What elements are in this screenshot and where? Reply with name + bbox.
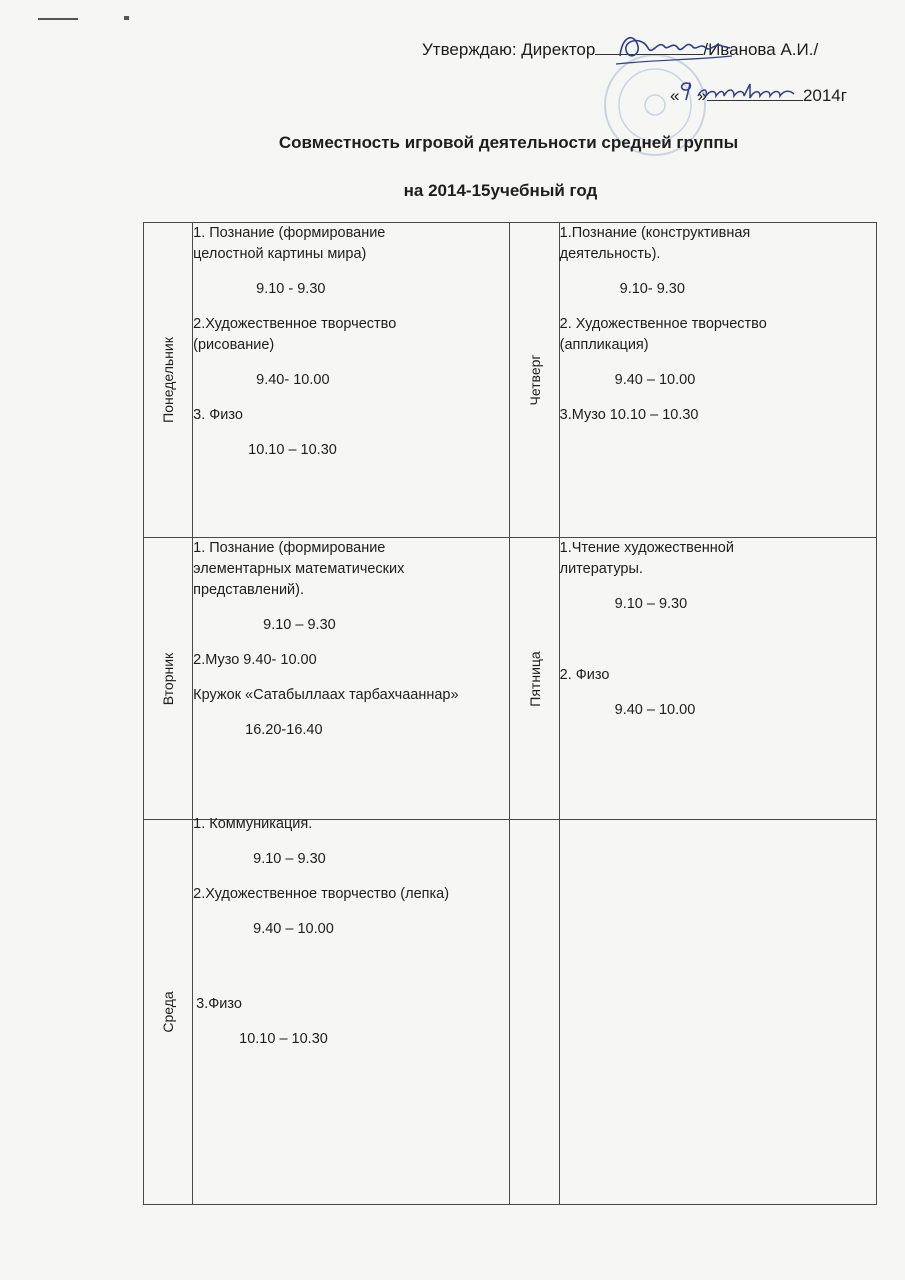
lesson-title: 1. Познание (формирование <box>193 225 386 241</box>
day-cell-friday <box>510 538 559 820</box>
lesson-title: 2.Художественное творчество (лепка) <box>193 886 450 902</box>
lesson-time: 9.10 - 9.30 <box>256 281 326 297</box>
lesson-time: 16.20-16.40 <box>245 722 323 738</box>
lesson-time: 9.40- 10.00 <box>256 372 330 388</box>
director-name: /Иванова А.И./ <box>703 40 819 59</box>
lesson-time: 9.40 – 10.00 <box>253 921 334 937</box>
month-blank <box>707 86 803 101</box>
lessons-monday <box>193 223 510 538</box>
lesson-time: 9.40 – 10.00 <box>614 372 696 388</box>
approval-line <box>422 40 882 66</box>
table-row <box>144 538 877 820</box>
lesson-title: 2. Физо <box>559 667 610 683</box>
lesson-title: целостной картины мира) <box>193 246 367 262</box>
date-quote-open: « <box>670 86 680 105</box>
lessons-friday <box>559 538 876 820</box>
lessons-thursday <box>559 223 876 538</box>
day-label-monday: Понедельник <box>160 337 177 423</box>
lesson-title: 3. Физо <box>193 407 243 423</box>
approval-year: 2014г <box>802 86 847 105</box>
day-cell-thursday <box>510 223 559 538</box>
lesson-title: 3.Музо 10.10 – 10.30 <box>559 407 699 423</box>
day-cell-monday <box>144 223 193 538</box>
schedule-table <box>143 222 877 1205</box>
lesson-title: 2. Художественное творчество <box>559 316 767 332</box>
table-row <box>144 820 877 1205</box>
lesson-time: 9.10 – 9.30 <box>263 617 336 633</box>
lesson-title: 3.Физо <box>196 996 242 1012</box>
lesson-time: 9.40 – 10.00 <box>614 702 696 718</box>
signature-blank <box>595 40 703 55</box>
lessons-tuesday <box>193 538 510 820</box>
lesson-title: 1.Чтение художественной <box>559 540 734 556</box>
day-cell-tuesday <box>144 538 193 820</box>
lesson-time: 9.10 – 9.30 <box>614 596 688 612</box>
lessons-empty <box>559 820 876 1205</box>
lesson-title: 2.Художественное творчество <box>193 316 397 332</box>
lesson-title: элементарных математических <box>193 561 405 577</box>
lesson-time: 9.10 – 9.30 <box>253 851 326 867</box>
lesson-title: (аппликация) <box>559 337 649 353</box>
lesson-title: литературы. <box>559 561 643 577</box>
day-label-thursday: Четверг <box>526 354 543 406</box>
lesson-title: (рисование) <box>193 337 275 353</box>
lesson-title: 2.Музо 9.40- 10.00 <box>193 652 317 668</box>
scan-artifact-line <box>38 18 78 20</box>
lesson-time: 10.10 – 10.30 <box>248 442 337 458</box>
lesson-title: представлений). <box>193 582 305 598</box>
day-label-wednesday: Среда <box>160 991 177 1033</box>
day-cell-wednesday <box>144 820 193 1205</box>
scan-artifact-dot <box>124 16 129 20</box>
lesson-time: 9.10- 9.30 <box>619 281 685 297</box>
table-row <box>144 223 877 538</box>
document-title: Совместность игровой деятельности средней группы <box>278 133 739 152</box>
day-label-friday: Пятница <box>526 650 543 707</box>
lesson-title: 1. Коммуникация. <box>193 816 313 832</box>
day-label-tuesday: Вторник <box>160 652 177 705</box>
lesson-title: 1. Познание (формирование <box>193 540 386 556</box>
approval-text: Утверждаю: Директор <box>422 40 596 59</box>
approval-date <box>670 86 880 112</box>
lesson-title: 1.Познание (конструктивная <box>559 225 751 241</box>
day-cell-empty <box>510 820 559 1205</box>
lessons-wednesday <box>193 816 510 1205</box>
lesson-title: Кружок «Сатабыллаах тарбахчааннар» <box>193 687 459 703</box>
lesson-time: 10.10 – 10.30 <box>239 1031 328 1047</box>
date-quote-close: » <box>697 86 707 105</box>
document-subtitle: на 2014-15учебный год <box>403 181 598 200</box>
lesson-title: деятельность). <box>559 246 661 262</box>
